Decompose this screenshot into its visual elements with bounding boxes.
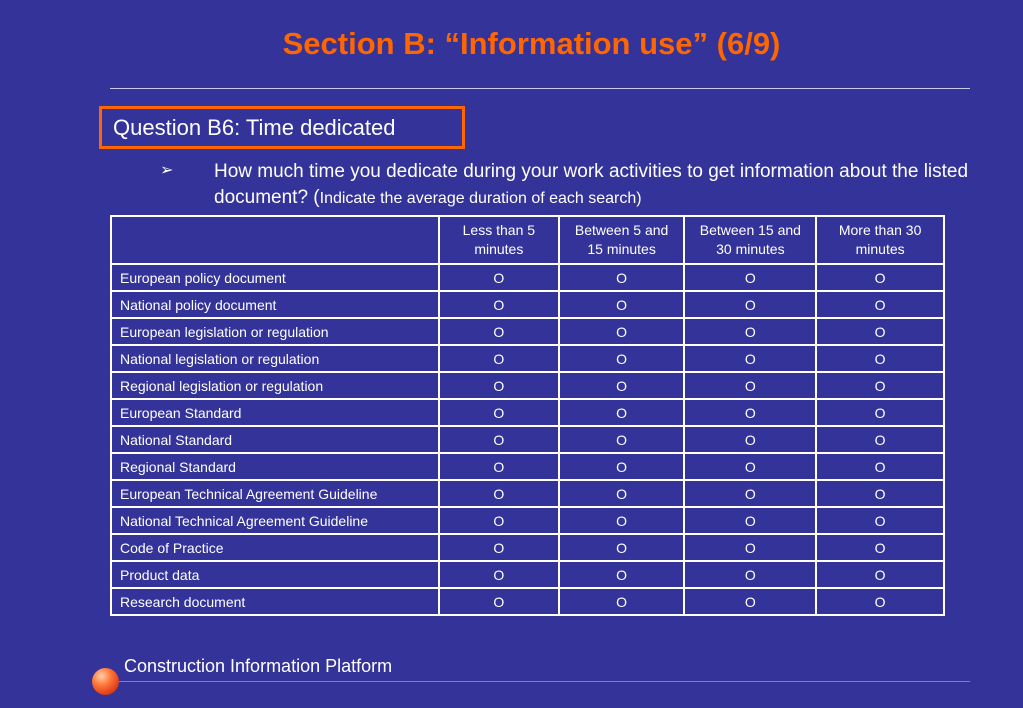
table-row — [111, 480, 944, 507]
document-type-label: Product data — [111, 561, 439, 588]
duration-option-mark[interactable]: O — [816, 534, 944, 561]
column-header: Less than 5 minutes — [439, 216, 559, 264]
duration-option-mark[interactable]: O — [684, 507, 816, 534]
duration-option-mark[interactable]: O — [559, 318, 685, 345]
duration-option-mark[interactable]: O — [559, 372, 685, 399]
duration-option-mark[interactable]: O — [439, 561, 559, 588]
duration-option-mark[interactable]: O — [684, 561, 816, 588]
title-divider — [110, 88, 970, 89]
table-row — [111, 318, 944, 345]
duration-option-mark[interactable]: O — [439, 534, 559, 561]
duration-option-mark[interactable]: O — [684, 534, 816, 561]
table-row — [111, 264, 944, 291]
table-body — [111, 264, 944, 615]
table-row — [111, 534, 944, 561]
document-type-label: National Technical Agreement Guideline — [111, 507, 439, 534]
duration-option-mark[interactable]: O — [684, 399, 816, 426]
table-header-row — [111, 216, 944, 264]
footer-divider — [110, 681, 970, 682]
duration-option-mark[interactable]: O — [816, 588, 944, 615]
document-type-label: Research document — [111, 588, 439, 615]
duration-option-mark[interactable]: O — [559, 507, 685, 534]
question-heading — [99, 106, 465, 149]
duration-option-mark[interactable]: O — [684, 291, 816, 318]
duration-option-mark[interactable]: O — [559, 399, 685, 426]
duration-option-mark[interactable]: O — [439, 399, 559, 426]
document-type-label: Regional legislation or regulation — [111, 372, 439, 399]
table-row — [111, 426, 944, 453]
document-type-label: National policy document — [111, 291, 439, 318]
duration-option-mark[interactable]: O — [439, 345, 559, 372]
duration-option-mark[interactable]: O — [439, 291, 559, 318]
duration-option-mark[interactable]: O — [439, 372, 559, 399]
duration-option-mark[interactable]: O — [684, 588, 816, 615]
duration-option-mark[interactable]: O — [816, 345, 944, 372]
column-header: More than 30 minutes — [816, 216, 944, 264]
duration-option-mark[interactable]: O — [439, 426, 559, 453]
prompt-main-text: How much time you dedicate during your work activities to get information about the listed document? ( — [214, 161, 969, 208]
document-type-label: National legislation or regulation — [111, 345, 439, 372]
document-type-label: European Standard — [111, 399, 439, 426]
document-type-label: Code of Practice — [111, 534, 439, 561]
question-label: Question B6: Time dedicated — [113, 115, 396, 140]
duration-option-mark[interactable]: O — [816, 372, 944, 399]
document-type-label: Regional Standard — [111, 453, 439, 480]
duration-option-mark[interactable]: O — [559, 264, 685, 291]
document-type-label: European legislation or regulation — [111, 318, 439, 345]
duration-option-mark[interactable]: O — [439, 264, 559, 291]
duration-option-mark[interactable]: O — [684, 480, 816, 507]
duration-option-mark[interactable]: O — [559, 291, 685, 318]
duration-option-mark[interactable]: O — [684, 453, 816, 480]
duration-option-mark[interactable]: O — [559, 561, 685, 588]
header-corner-cell — [111, 216, 439, 264]
duration-option-mark[interactable]: O — [559, 453, 685, 480]
column-header: Between 15 and 30 minutes — [684, 216, 816, 264]
question-prompt — [214, 159, 984, 212]
duration-option-mark[interactable]: O — [559, 588, 685, 615]
table-row — [111, 399, 944, 426]
duration-option-mark[interactable]: O — [439, 318, 559, 345]
column-header: Between 5 and 15 minutes — [559, 216, 685, 264]
duration-option-mark[interactable]: O — [816, 561, 944, 588]
duration-option-mark[interactable]: O — [559, 534, 685, 561]
table-row — [111, 291, 944, 318]
duration-option-mark[interactable]: O — [439, 480, 559, 507]
duration-option-mark[interactable]: O — [816, 291, 944, 318]
duration-option-mark[interactable]: O — [559, 480, 685, 507]
time-dedicated-table — [110, 215, 945, 616]
duration-option-mark[interactable]: O — [816, 318, 944, 345]
duration-option-mark[interactable]: O — [684, 318, 816, 345]
duration-option-mark[interactable]: O — [439, 588, 559, 615]
duration-option-mark[interactable]: O — [439, 507, 559, 534]
table-row — [111, 372, 944, 399]
table-row — [111, 453, 944, 480]
arrow-bullet-icon: ➢ — [160, 162, 174, 179]
duration-option-mark[interactable]: O — [439, 453, 559, 480]
footer-platform-name: Construction Information Platform — [124, 656, 393, 676]
duration-option-mark[interactable]: O — [816, 399, 944, 426]
slide-title: Section B: “Information use” (6/9) — [282, 26, 781, 61]
duration-option-mark[interactable]: O — [816, 507, 944, 534]
duration-option-mark[interactable]: O — [559, 345, 685, 372]
duration-option-mark[interactable]: O — [684, 264, 816, 291]
duration-option-mark[interactable]: O — [684, 372, 816, 399]
duration-option-mark[interactable]: O — [684, 426, 816, 453]
document-type-label: European policy document — [111, 264, 439, 291]
duration-option-mark[interactable]: O — [816, 264, 944, 291]
table-row — [111, 345, 944, 372]
duration-option-mark[interactable]: O — [559, 426, 685, 453]
document-type-label: European Technical Agreement Guideline — [111, 480, 439, 507]
document-type-label: National Standard — [111, 426, 439, 453]
duration-option-mark[interactable]: O — [816, 426, 944, 453]
duration-option-mark[interactable]: O — [816, 480, 944, 507]
orange-sphere-logo-icon — [92, 668, 119, 695]
table-row — [111, 588, 944, 615]
prompt-note-text: Indicate the average duration of each search) — [319, 190, 642, 207]
duration-option-mark[interactable]: O — [684, 345, 816, 372]
duration-option-mark[interactable]: O — [816, 453, 944, 480]
table-row — [111, 507, 944, 534]
table-row — [111, 561, 944, 588]
